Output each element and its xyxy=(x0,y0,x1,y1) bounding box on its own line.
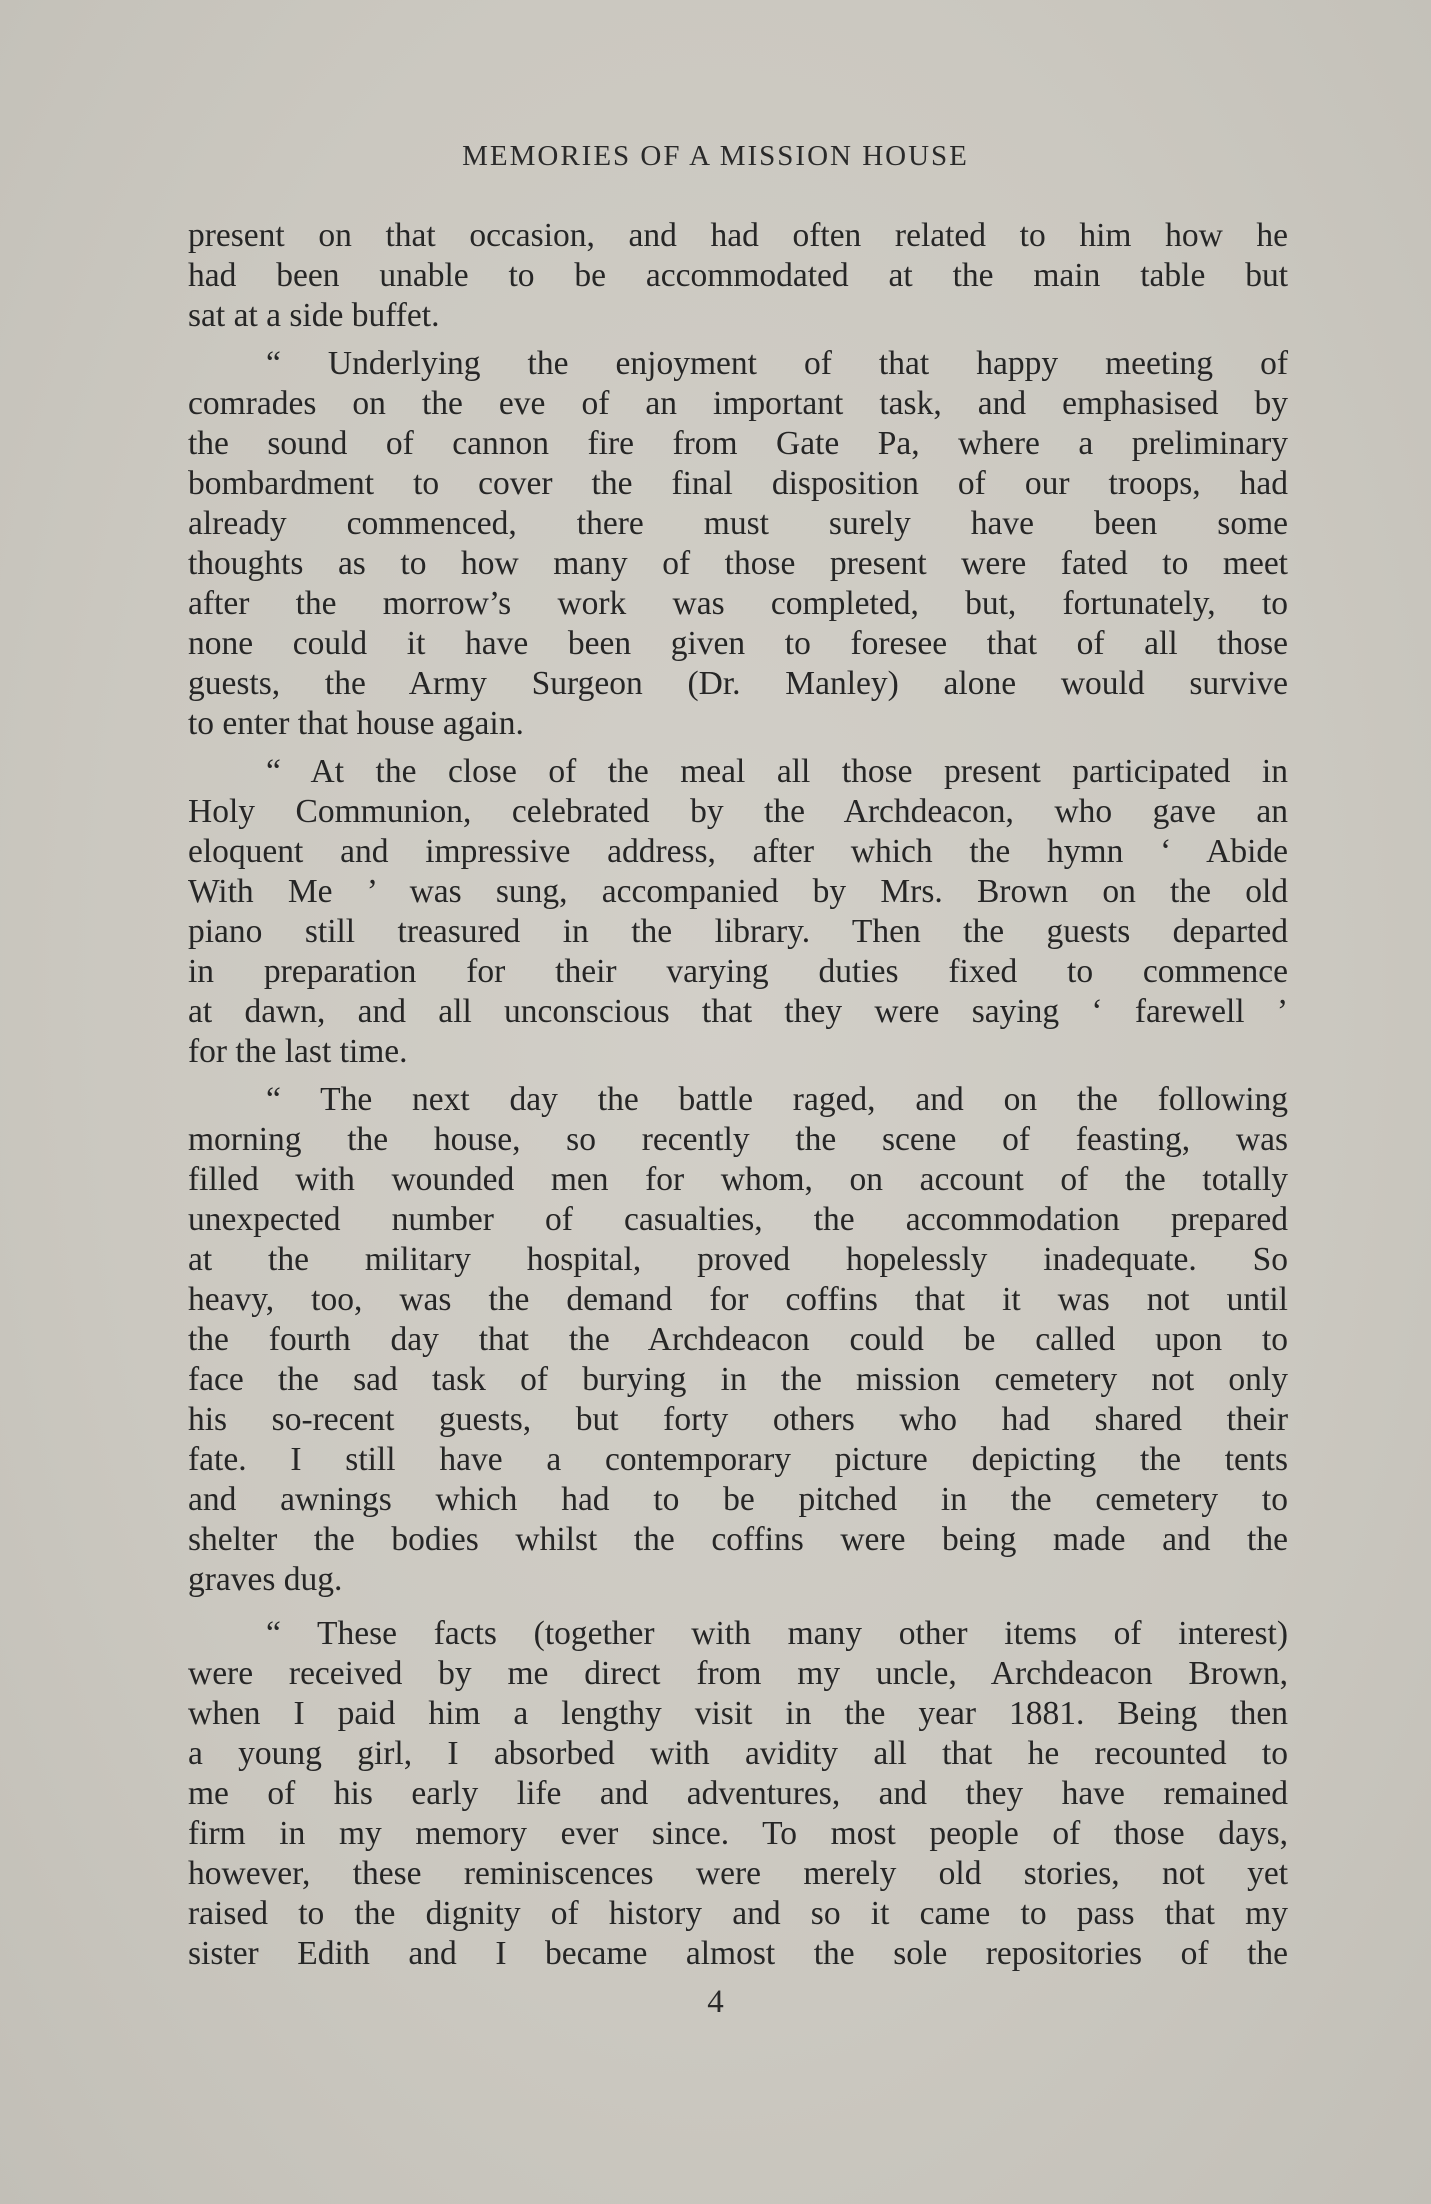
text-line: when I paid him a lengthy visit in the year 1881. Being then xyxy=(188,1695,1288,1732)
text-line: filled with wounded men for whom, on account of the totally xyxy=(188,1161,1288,1198)
text-line: present on that occasion, and had often related to him how he xyxy=(188,217,1288,254)
text-line: none could it have been given to foresee that of all those xyxy=(188,625,1288,662)
text-line: heavy, too, was the demand for coffins that it was not until xyxy=(188,1281,1288,1318)
text-line: and awnings which had to be pitched in the cemetery to xyxy=(188,1481,1288,1518)
text-line: had been unable to be accommodated at the main table but xyxy=(188,257,1288,294)
text-line: “ At the close of the meal all those present participated in xyxy=(266,753,1288,790)
text-line: to enter that house again. xyxy=(188,705,524,742)
text-line: eloquent and impressive address, after which the hymn ‘ Abide xyxy=(188,833,1288,870)
text-line: thoughts as to how many of those present were fated to meet xyxy=(188,545,1288,582)
text-line: guests, the Army Surgeon (Dr. Manley) alone would survive xyxy=(188,665,1288,702)
text-line: unexpected number of casualties, the accommodation prepared xyxy=(188,1201,1288,1238)
text-line: graves dug. xyxy=(188,1561,343,1598)
paragraph xyxy=(188,1080,1288,1600)
text-line: Holy Communion, celebrated by the Archdeacon, who gave an xyxy=(188,793,1288,830)
text-line: for the last time. xyxy=(188,1033,408,1070)
body-text xyxy=(188,216,1288,1974)
text-line: face the sad task of burying in the mission cemetery not only xyxy=(188,1361,1288,1398)
text-line: firm in my memory ever since. To most people of those days, xyxy=(188,1815,1288,1852)
text-line: were received by me direct from my uncle, Archdeacon Brown, xyxy=(188,1655,1288,1692)
text-line: morning the house, so recently the scene of feasting, was xyxy=(188,1121,1288,1158)
text-line: With Me ’ was sung, accompanied by Mrs. Brown on the old xyxy=(188,873,1288,910)
text-line: me of his early life and adventures, and they have remained xyxy=(188,1775,1288,1812)
text-line: in preparation for their varying duties fixed to commence xyxy=(188,953,1288,990)
text-line: his so-recent guests, but forty others who had shared their xyxy=(188,1401,1288,1438)
text-line: at dawn, and all unconscious that they were saying ‘ farewell ’ xyxy=(188,993,1288,1030)
text-line: however, these reminiscences were merely old stories, not yet xyxy=(188,1855,1288,1892)
text-line: raised to the dignity of history and so it came to pass that my xyxy=(188,1895,1288,1932)
text-line: “ The next day the battle raged, and on the following xyxy=(266,1081,1288,1118)
text-line: the sound of cannon fire from Gate Pa, where a preliminary xyxy=(188,425,1288,462)
running-title: MEMORIES OF A MISSION HOUSE xyxy=(462,140,969,172)
text-line: sister Edith and I became almost the sole repositories of the xyxy=(188,1935,1288,1972)
text-line: shelter the bodies whilst the coffins were being made and the xyxy=(188,1521,1288,1558)
paragraph xyxy=(188,216,1288,336)
text-line: fate. I still have a contemporary picture depicting the tents xyxy=(188,1441,1288,1478)
text-line: the fourth day that the Archdeacon could be called upon to xyxy=(188,1321,1288,1358)
text-line: bombardment to cover the final disposition of our troops, had xyxy=(188,465,1288,502)
paragraph xyxy=(188,752,1288,1072)
text-line: a young girl, I absorbed with avidity all that he recounted to xyxy=(188,1735,1288,1772)
text-line: already commenced, there must surely have been some xyxy=(188,505,1288,542)
text-line: after the morrow’s work was completed, but, fortunately, to xyxy=(188,585,1288,622)
text-line: at the military hospital, proved hopelessly inadequate. So xyxy=(188,1241,1288,1278)
text-line: “ Underlying the enjoyment of that happy meeting of xyxy=(266,345,1288,382)
text-line: sat at a side buffet. xyxy=(188,297,440,334)
page-number: 4 xyxy=(707,1984,724,2020)
text-line: comrades on the eve of an important task, and emphasised by xyxy=(188,385,1288,422)
text-line: piano still treasured in the library. Then the guests departed xyxy=(188,913,1288,950)
paragraph xyxy=(188,344,1288,744)
paragraph xyxy=(188,1614,1288,1974)
text-line: “ These facts (together with many other items of interest) xyxy=(266,1615,1288,1652)
